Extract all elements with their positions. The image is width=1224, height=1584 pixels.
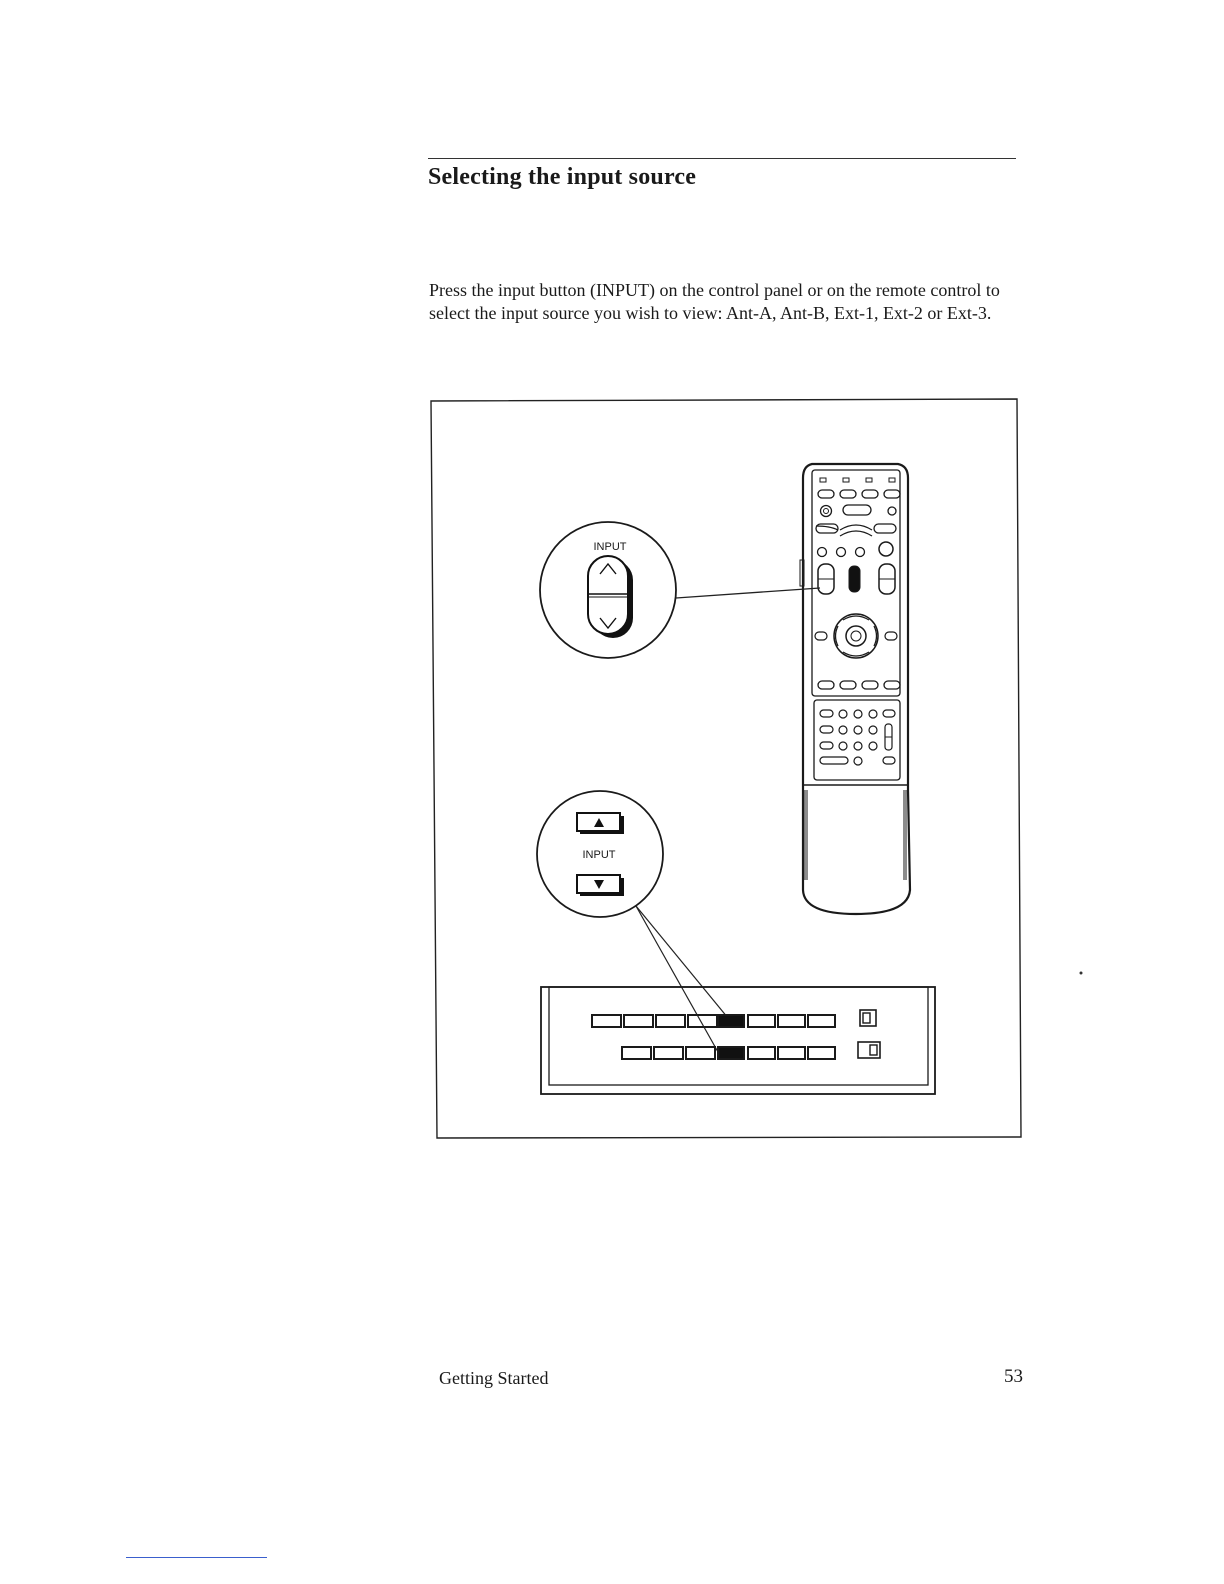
panel-leader-line-bottom (636, 906, 718, 1052)
remote-callout-label: INPUT (593, 541, 627, 553)
control-panel (541, 987, 935, 1094)
footer-page-number: 53 (1004, 1366, 1023, 1387)
instruction-paragraph: Press the input button (INPUT) on the control panel or on the remote control to select the input source you wish to view: Ant-A, Ant-B, Ext-1, Ext-2 or Ext-3. (429, 280, 1000, 323)
panel-leader-line-top (636, 906, 728, 1018)
bottom-underline (126, 1557, 267, 1558)
remote-control (800, 464, 910, 914)
page-title: Selecting the input source (428, 164, 697, 190)
remote-leader-line (676, 588, 820, 598)
scan-speck (1080, 972, 1083, 975)
panel-callout-label: INPUT (582, 849, 616, 861)
footer-section-name: Getting Started (439, 1368, 549, 1388)
